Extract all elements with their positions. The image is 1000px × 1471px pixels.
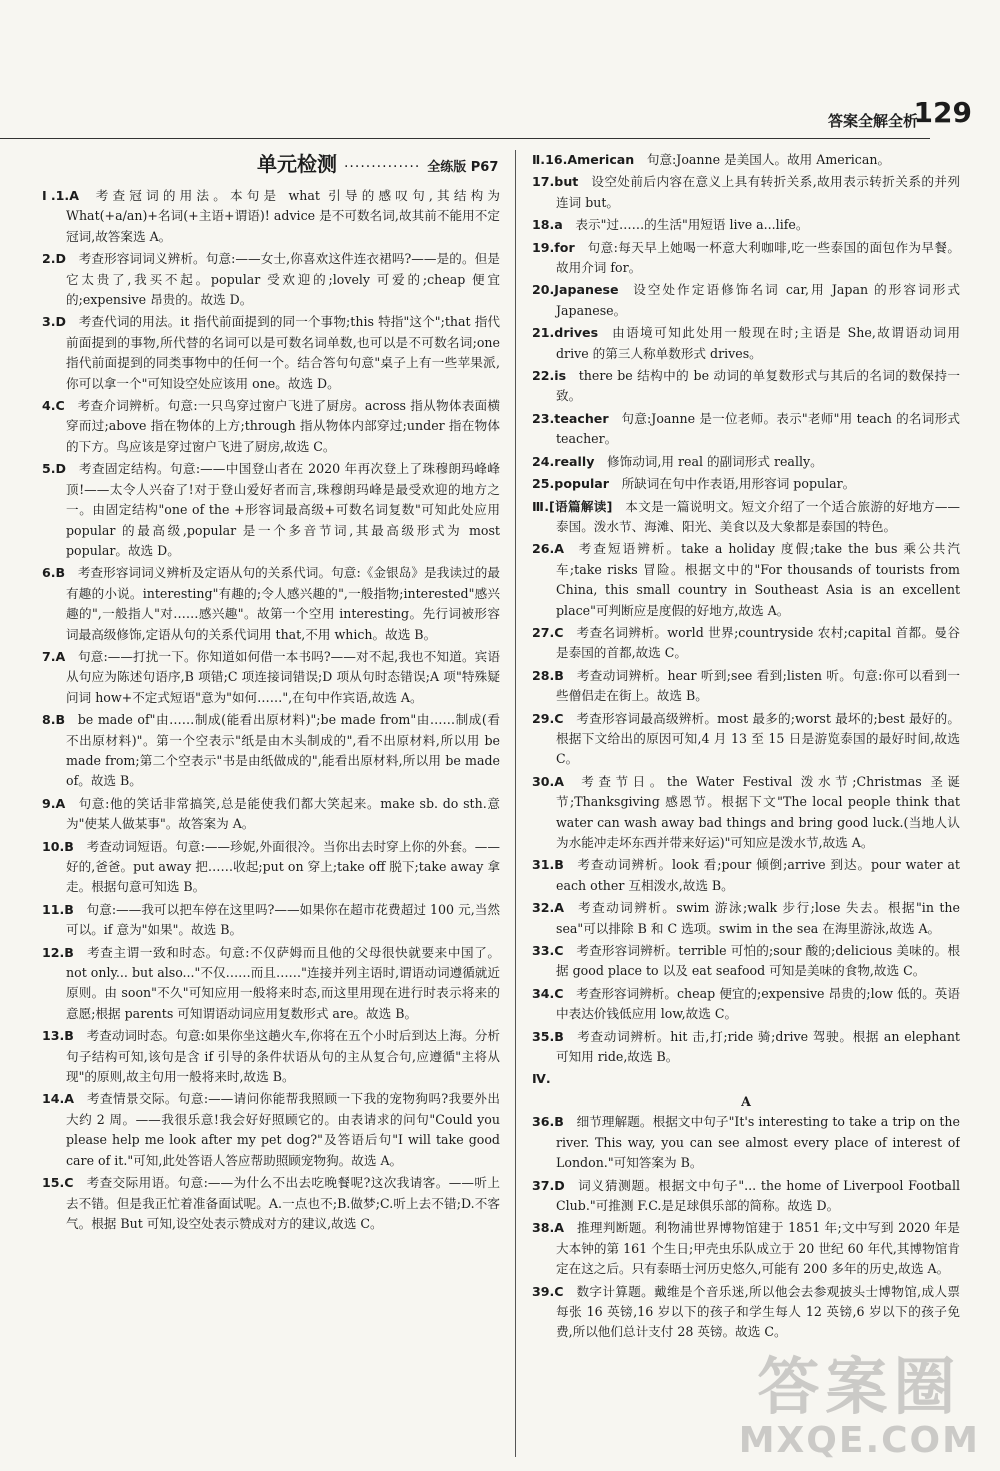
section-title (257, 150, 500, 182)
answer-label: 2.D (42, 251, 67, 267)
answer-explanation: 考查动词辨析。hit 击,打;ride 骑;drive 驾驶。根据 an elephant 可知用 ride,故选 B。 (556, 1028, 960, 1065)
answer-explanation: 本文是一篇说明文。短文介绍了一个适合旅游的好地方——泰国。泼水节、海滩、阳光、美食以及大象都是泰国的特色。 (556, 498, 960, 534)
answer-explanation: 考查冠词的用法。本句是 what 引导的感叹句,其结构为 What(+a/an)+名词(+主语+谓语)! advice 是不可数名词,故其前不能用不定冠词,故答案选 A。 (66, 188, 500, 244)
answer-entry (532, 772, 960, 854)
answer-explanation: 考查交际用语。句意:——为什么不出去吃晚餐呢?这次我请客。——听上去不错。但是我正忙着准备面试呢。A.一点也不;B.做梦;C.听上去不错;D.不客气。根据 But 可知,设空处表示赞成对方的建议,故选 C。 (66, 1175, 500, 1231)
answer-label: 36.B (532, 1114, 564, 1130)
page-number: 129 (913, 96, 972, 129)
answer-entry (42, 1089, 500, 1171)
answer-explanation: 考查形容词最高级辨析。most 最多的;worst 最坏的;best 最好的。根据下文给出的原因可知,4 月 13 至 15 日是游览泰国的最好时间,故选 C。 (556, 710, 960, 767)
answer-explanation: 推理判断题。利物浦世界博物馆建于 1851 年;文中写到 2020 年是大本钟的第 161 个生日;甲壳虫乐队成立于 20 世纪 60 年代,其博物馆肯定在这之后。只有泰晤士河历史悠久,可能有 200 多年的历史,故选 A。 (556, 1220, 960, 1277)
answer-explanation: 考查代词的用法。it 指代前面提到的同一个事物;this 特指"这个";that 指代前面提到的事物,所代替的名词可以是可数名词单数,也可以是不可数名词;one 指代前面提到的同类事物中的任何一个。结合答句句意"桌子上有一些苹果派,你可以拿一个"可知设空处应该用 one。故选 D。 (66, 314, 500, 391)
answer-explanation: 考查固定结构。句意:——中国登山者在 2020 年再次登上了珠穆朗玛峰峰顶!——太令人兴奋了!对于登山爱好者而言,珠穆朗玛峰是最受欢迎的地方之一。由固定结构"one of the +形容词最高级+可数名词复数"可知此处应用 popular 的最高级,popular 是一个多音节词,其最高级形式为 most popular。故选 D。 (66, 461, 500, 558)
answer-explanation: 考查介词辨析。句意:一只鸟穿过窗户飞进了厨房。across 指从物体表面横穿而过;above 指在物体的上方;through 指从物体内部穿过;under 指在物体的下方。鸟应该是穿过窗户飞进了厨房,故选 C。 (66, 398, 500, 454)
page-header (0, 0, 1000, 150)
answer-label: 23.teacher (532, 410, 609, 426)
answer-label: Ⅲ.[语篇解读] (532, 498, 613, 514)
answer-label: 32.A (532, 900, 565, 916)
answer-entry (532, 409, 960, 450)
answer-explanation: there be 结构中的 be 动词的单复数形式与其后的名词的数保持一致。 (556, 368, 960, 404)
answer-entry (42, 647, 500, 708)
answer-explanation: 数字计算题。戴维是个音乐迷,所以他会去参观披头士博物馆,成人票每张 16 英镑,16 岁以下的孩子和学生每人 12 英镑,6 岁以下的孩子免费,所以他们总计支付 28 英镑。故选 C。 (556, 1283, 960, 1340)
answer-entry (42, 837, 500, 898)
column-divider (515, 150, 516, 1457)
answer-entry (42, 943, 500, 1025)
answer-entry (532, 215, 960, 235)
section-title-text: 单元检测 (257, 152, 337, 176)
answer-explanation: 考查形容词词义辨析及定语从句的关系代词。句意:《金银岛》是我读过的最有趣的小说。interesting"有趣的;令人感兴趣的",一般指物;interested"感兴趣的",一般指人"对……感兴趣"。故第一个空用 interesting。先行词被形容词最高级修饰,定语从句的关系代词用 that,不用 which。故选 B。 (66, 565, 500, 642)
answer-explanation: 句意:Joanne 是一位老师。表示"老师"用 teach 的名词形式 teacher。 (556, 410, 960, 447)
answer-entry (42, 1026, 500, 1087)
answer-label: 3.D (42, 314, 67, 330)
answer-label: 8.B (42, 712, 66, 728)
answer-label: 30.A (532, 773, 565, 789)
answer-label: 4.C (42, 398, 65, 414)
answer-explanation: 考查形容词辨析。terrible 可怕的;sour 酸的;delicious 美味的。根据 good place to 以及 eat seafood 可知是美味的食物,故选 C。 (556, 943, 960, 979)
watermark-line2: MXQE.COM (738, 1420, 980, 1462)
answer-label: 34.C (532, 985, 564, 1001)
answer-entry (532, 1027, 960, 1068)
answer-entry (532, 941, 960, 982)
answer-list-left (42, 186, 500, 1234)
answer-entry (42, 396, 500, 457)
answer-label: 35.B (532, 1028, 564, 1044)
answer-label: 18.a (532, 217, 563, 233)
answer-label: 13.B (42, 1028, 74, 1044)
answer-label: 28.B (532, 667, 564, 683)
header-rule (0, 138, 930, 139)
answer-entry (42, 794, 500, 835)
answer-entry (42, 312, 500, 394)
answer-label: Ⅱ.16.American (532, 152, 635, 167)
answer-entry (42, 1173, 500, 1234)
answer-explanation: 句意:——打扰一下。你知道如何借一本书吗?——对不起,我也不知道。宾语从句应为陈述句语序,B 项错;C 项连接词错误;D 项从句时态错误;A 项"特殊疑问词 how+不定式短语"意为"如何……",在句中作宾语,故选 A。 (66, 648, 500, 705)
answer-entry (532, 1112, 960, 1173)
answer-entry (532, 497, 960, 538)
answer-label: 31.B (532, 857, 564, 873)
answer-label: 11.B (42, 901, 74, 917)
answer-explanation: 设空处前后内容在意义上具有转折关系,故用表示转折关系的并列连词 but。 (556, 174, 960, 210)
answer-explanation: 由语境可知此处用一般现在时;主语是 She,故谓语动词用 drive 的第三人称单数形式 drives。 (556, 325, 960, 361)
answer-explanation: 细节理解题。根据文中句子"It's interesting to take a trip on the river. This way, you can see almost every place of interest of London."可知答案为 B。 (556, 1114, 960, 1171)
answer-explanation: 考查动词辨析。swim 游泳;walk 步行;lose 失去。根据"in the sea"可以排除 B 和 C 选项。swim in the sea 在海里游泳,故选 A。 (556, 900, 960, 936)
section-dots: ·············· (343, 159, 421, 175)
answer-explanation: 考查形容词词义辨析。句意:——女士,你喜欢这件连衣裙吗?——是的。但是它太贵了,我买不起。popular 受欢迎的;lovely 可爱的;cheap 便宜的;expensive 昂贵的。故选 D。 (66, 251, 500, 308)
answer-entry (532, 280, 960, 321)
answer-label: 5.D (42, 461, 67, 477)
answer-entry (532, 172, 960, 213)
answer-entry (532, 1282, 960, 1343)
answer-label: Ⅰ.1.A (42, 188, 79, 203)
answer-explanation: 句意:他的笑话非常搞笑,总是能使我们都大笑起来。make sb. do sth.意为"使某人做某事"。故答案为 A。 (66, 795, 500, 832)
answer-label: 17.but (532, 174, 579, 190)
answer-entry (532, 452, 960, 472)
answer-entry (532, 623, 960, 664)
answer-explanation: 考查情景交际。句意:——请问你能帮我照顾一下我的宠物狗吗?我要外出大约 2 周。——我很乐意!我会好好照顾它的。由表请求的问句"Could you please help me look after my pet dog?"及答语后句"I will take good care of it."可知,此处答语人答应帮助照顾宠物狗。故选 A。 (66, 1091, 500, 1168)
answer-label: 39.C (532, 1283, 564, 1299)
watermark-line1: 答案圈 (757, 1350, 962, 1424)
answer-explanation: 考查节日。the Water Festival 泼水节;Christmas 圣诞节;Thanksgiving 感恩节。根据下文"The local people think that water can wash away bad things and bring good luck.(当地人认为水能冲走坏东西并带来好运)"可知应是泼水节,故选 A。 (556, 773, 960, 850)
answer-label: 37.D (532, 1177, 565, 1193)
answer-label: 21.drives (532, 325, 599, 341)
answer-explanation: 考查主谓一致和时态。句意:不仅萨姆而且他的父母很快就要来中国了。not only... but also..."不仅……而且……"连接并列主语时,谓语动词遵循就近原则。由 soon"不久"可知应用一般将来时态,而这里用现在进行时表示将来的意愿;根据 parents 可知谓语动词应用复数形式 are。故选 B。 (66, 944, 500, 1021)
answer-entry (532, 1176, 960, 1217)
answer-label: 33.C (532, 943, 564, 959)
answer-explanation: 考查形容词辨析。cheap 便宜的;expensive 昂贵的;low 低的。英语中表达价钱低应用 low,故选 C。 (556, 985, 960, 1022)
right-column (532, 150, 960, 1457)
answer-explanation: 考查名词辨析。world 世界;countryside 农村;capital 首都。曼谷是泰国的首都,故选 C。 (556, 624, 960, 661)
answer-entry (42, 900, 500, 941)
answer-entry (532, 323, 960, 364)
answer-explanation: 表示"过……的生活"用短语 live a...life。 (575, 217, 809, 233)
answer-label: 29.C (532, 710, 564, 726)
answer-label: 27.C (532, 624, 564, 640)
answer-label: 10.B (42, 838, 74, 854)
answer-entry (42, 459, 500, 561)
answer-explanation: 句意:每天早上她喝一杯意大利咖啡,吃一些泰国的面包作为早餐。故用介词 for。 (556, 239, 960, 276)
answer-explanation: 考查动词短语。句意:——珍妮,外面很冷。当你出去时穿上你的外套。——好的,爸爸。put away 把……收起;put on 穿上;take off 脱下;take away 拿走。根据句意可知选 B。 (66, 838, 500, 895)
left-column (42, 150, 500, 1457)
answer-label: Ⅳ. (532, 1071, 551, 1087)
answer-entry (42, 186, 500, 247)
passage-heading: A (741, 1093, 751, 1109)
answer-label: 24.really (532, 453, 595, 469)
answer-explanation: 词义猜测题。根据文中句子"... the home of Liverpool Football Club."可推测 F.C.是足球俱乐部的简称。故选 D。 (556, 1177, 960, 1213)
answer-label: 22.is (532, 368, 567, 384)
answer-explanation: 句意:Joanne 是美国人。故用 American。 (646, 152, 891, 167)
answer-entry (532, 898, 960, 939)
answer-entry (532, 984, 960, 1025)
answer-label: 14.A (42, 1091, 75, 1107)
answer-label: 20.Japanese (532, 282, 619, 298)
answer-entry (532, 709, 960, 770)
answer-explanation: 修饰动词,用 real 的副词形式 really。 (607, 453, 823, 469)
answer-explanation: 考查动词辨析。look 看;pour 倾倒;arrive 到达。pour water at each other 互相泼水,故选 B。 (556, 857, 960, 893)
section-ref: 全练版 P67 (427, 160, 499, 175)
answer-explanation: 考查动词辨析。hear 听到;see 看到;listen 听。句意:你可以看到一些僧侣走在街上。故选 B。 (556, 667, 960, 704)
answer-label: 7.A (42, 648, 66, 664)
answer-label: 12.B (42, 944, 74, 960)
answer-explanation: 所缺词在句中作表语,用形容词 popular。 (621, 476, 856, 492)
answer-label: 26.A (532, 541, 565, 557)
answer-explanation: be made of"由……制成(能看出原材料)";be made from"由……制成(看不出原材料)"。第一个空表示"纸是由木头制成的",看不出原材料,所以用 be made from;第二个空表示"书是由纸做成的",能看出原材料,所以用 be made of。故选 B。 (66, 712, 500, 789)
answer-entry (532, 150, 960, 170)
answer-explanation: 考查动词时态。句意:如果你坐这趟火车,你将在五个小时后到达上海。分析句子结构可知,该句是含 if 引导的条件状语从句的主从复合句,应遵循"主将从现"的原则,故主句用一般将来时,故选 B。 (66, 1028, 500, 1085)
answer-entry (532, 366, 960, 407)
answer-label: 25.popular (532, 476, 609, 492)
answer-entry (532, 474, 960, 494)
answer-entry (532, 666, 960, 707)
answer-entry (532, 1069, 960, 1089)
answer-entry (532, 238, 960, 279)
answer-entry (532, 855, 960, 896)
answer-label: 6.B (42, 565, 66, 581)
header-title: 答案全解全析 (827, 112, 918, 130)
answer-entry (42, 710, 500, 792)
answer-explanation: 句意:——我可以把车停在这里吗?——如果你在超市花费超过 100 元,当然可以。if 意为"如果"。故选 B。 (66, 901, 500, 938)
answer-label: 19.for (532, 239, 575, 255)
answer-label: 9.A (42, 795, 66, 811)
answer-entry (532, 539, 960, 621)
answer-explanation: 考查短语辨析。take a holiday 度假;take the bus 乘公共汽车;take risks 冒险。根据文中的"For thousands of tourists from China, this small country in Southeast Asia is an excellent place"可判断应是度假的好地方,故选 A。 (556, 541, 960, 618)
answer-entry (42, 249, 500, 310)
answer-list-right (532, 150, 960, 1343)
answer-label: 15.C (42, 1175, 74, 1191)
answer-explanation: 设空处作定语修饰名词 car,用 Japan 的形容词形式 Japanese。 (556, 282, 960, 318)
watermark-logo (738, 1350, 980, 1462)
answer-entry (532, 1218, 960, 1279)
answer-label: 38.A (532, 1220, 565, 1236)
answer-entry (42, 563, 500, 645)
